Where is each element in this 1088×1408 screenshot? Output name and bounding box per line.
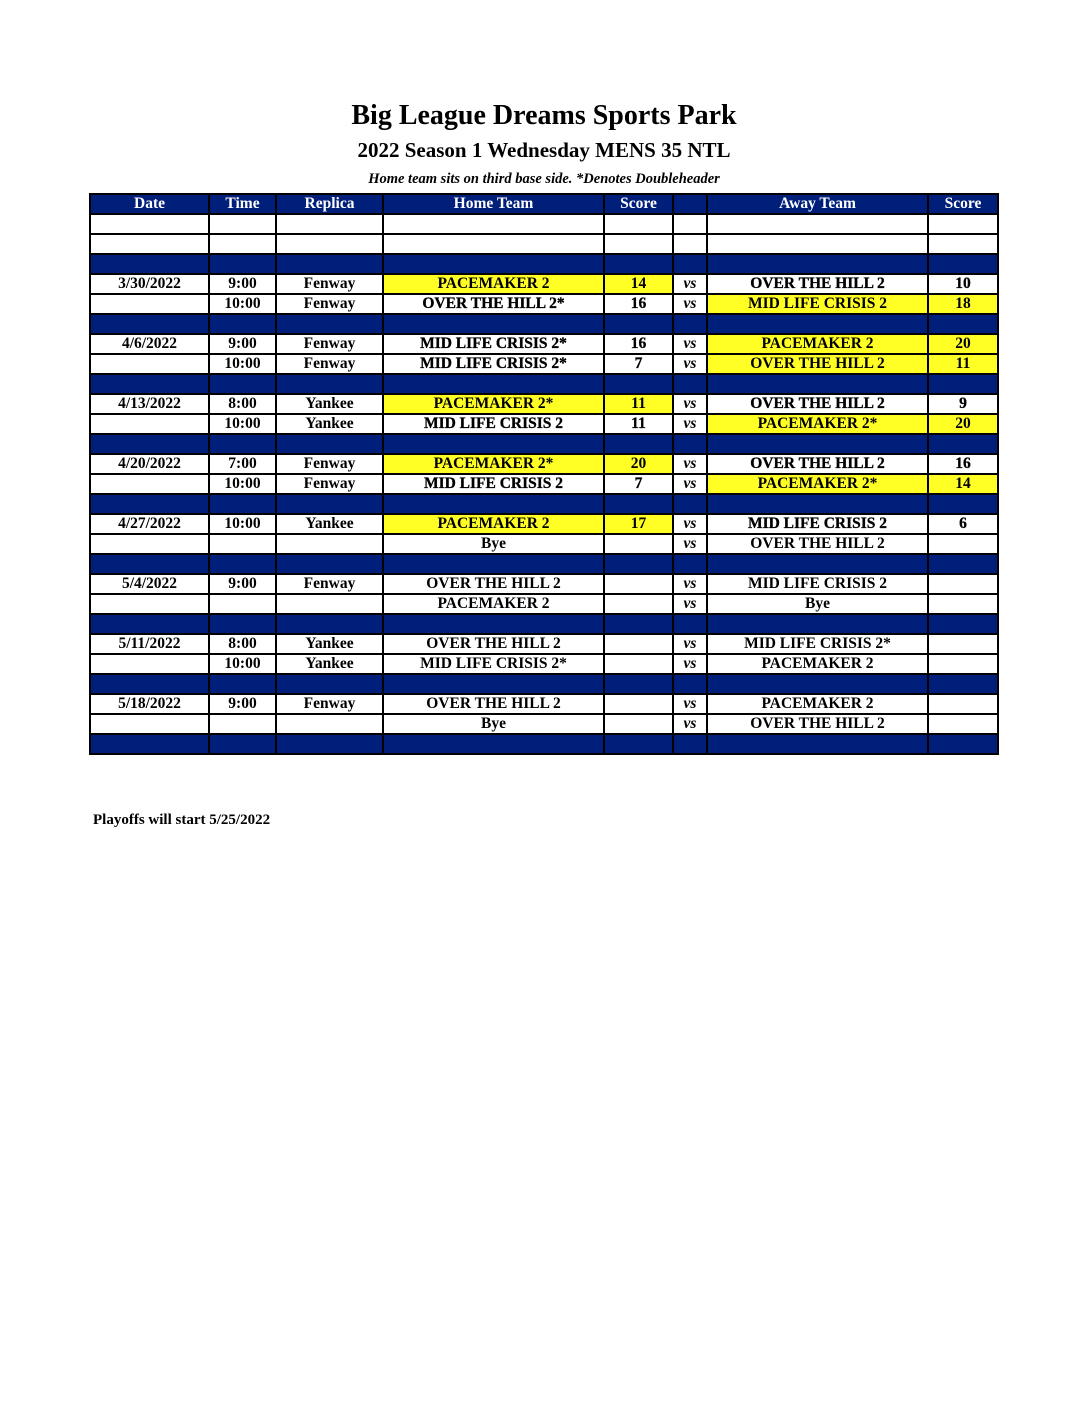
home-score: 17	[604, 514, 673, 534]
away-team: MID LIFE CRISIS 2	[707, 294, 928, 314]
game-row	[90, 414, 998, 434]
game-date: 5/18/2022	[90, 694, 209, 714]
vs-label: vs	[673, 514, 707, 534]
game-replica: Yankee	[276, 514, 383, 534]
home-score: 7	[604, 474, 673, 494]
game-time: 9:00	[209, 334, 276, 354]
separator-row	[90, 554, 998, 574]
away-score	[928, 534, 998, 554]
game-date: 3/30/2022	[90, 274, 209, 294]
home-score: 16	[604, 294, 673, 314]
game-replica	[276, 714, 383, 734]
away-team: MID LIFE CRISIS 2	[707, 514, 928, 534]
away-score: 11	[928, 354, 998, 374]
vs-label: vs	[673, 694, 707, 714]
home-score	[604, 634, 673, 654]
game-replica: Yankee	[276, 634, 383, 654]
away-team: PACEMAKER 2*	[707, 414, 928, 434]
game-date: 5/4/2022	[90, 574, 209, 594]
away-team: PACEMAKER 2	[707, 654, 928, 674]
home-team: OVER THE HILL 2*	[383, 294, 604, 314]
header-row	[90, 194, 998, 214]
col-header-home-score: Score	[604, 194, 673, 214]
away-score: 20	[928, 334, 998, 354]
vs-label: vs	[673, 474, 707, 494]
col-header-away-score: Score	[928, 194, 998, 214]
game-row	[90, 594, 998, 614]
game-date: 4/20/2022	[90, 454, 209, 474]
game-replica: Yankee	[276, 414, 383, 434]
home-score: 16	[604, 334, 673, 354]
game-time: 9:00	[209, 274, 276, 294]
game-date	[90, 414, 209, 434]
away-team: PACEMAKER 2	[707, 694, 928, 714]
away-team: OVER THE HILL 2	[707, 714, 928, 734]
game-replica: Yankee	[276, 394, 383, 414]
game-date	[90, 654, 209, 674]
separator-row	[90, 434, 998, 454]
blank-row	[90, 234, 998, 254]
home-team: Bye	[383, 534, 604, 554]
col-header-vs	[673, 194, 707, 214]
vs-label: vs	[673, 294, 707, 314]
separator-row	[90, 734, 998, 754]
vs-label: vs	[673, 594, 707, 614]
away-score: 6	[928, 514, 998, 534]
away-score	[928, 714, 998, 734]
game-date	[90, 714, 209, 734]
home-team: PACEMAKER 2*	[383, 394, 604, 414]
away-team: OVER THE HILL 2	[707, 394, 928, 414]
game-time: 9:00	[209, 694, 276, 714]
home-team: PACEMAKER 2	[383, 274, 604, 294]
col-header-time: Time	[209, 194, 276, 214]
home-score	[604, 654, 673, 674]
game-time: 8:00	[209, 394, 276, 414]
schedule-body	[90, 214, 998, 754]
vs-label: vs	[673, 654, 707, 674]
away-score: 10	[928, 274, 998, 294]
game-date: 5/11/2022	[90, 634, 209, 654]
home-team: MID LIFE CRISIS 2*	[383, 354, 604, 374]
game-date	[90, 594, 209, 614]
home-team: MID LIFE CRISIS 2	[383, 474, 604, 494]
game-row	[90, 354, 998, 374]
game-row	[90, 514, 998, 534]
vs-label: vs	[673, 634, 707, 654]
blank-row	[90, 214, 998, 234]
game-replica: Fenway	[276, 574, 383, 594]
game-row	[90, 334, 998, 354]
game-row	[90, 454, 998, 474]
game-row	[90, 394, 998, 414]
away-score	[928, 594, 998, 614]
away-score	[928, 654, 998, 674]
col-header-away-team: Away Team	[707, 194, 928, 214]
away-team: MID LIFE CRISIS 2*	[707, 634, 928, 654]
game-time: 7:00	[209, 454, 276, 474]
away-score: 16	[928, 454, 998, 474]
game-time: 8:00	[209, 634, 276, 654]
vs-label: vs	[673, 534, 707, 554]
away-score: 18	[928, 294, 998, 314]
col-header-date: Date	[90, 194, 209, 214]
home-score	[604, 594, 673, 614]
away-score	[928, 634, 998, 654]
home-team: OVER THE HILL 2	[383, 574, 604, 594]
vs-label: vs	[673, 274, 707, 294]
home-score: 14	[604, 274, 673, 294]
vs-label: vs	[673, 354, 707, 374]
home-team: OVER THE HILL 2	[383, 634, 604, 654]
game-date	[90, 354, 209, 374]
game-time: 10:00	[209, 474, 276, 494]
game-replica: Fenway	[276, 474, 383, 494]
game-replica: Fenway	[276, 294, 383, 314]
game-time	[209, 534, 276, 554]
away-team: OVER THE HILL 2	[707, 534, 928, 554]
game-time: 10:00	[209, 654, 276, 674]
game-time: 10:00	[209, 414, 276, 434]
away-team: PACEMAKER 2*	[707, 474, 928, 494]
separator-row	[90, 314, 998, 334]
game-date	[90, 294, 209, 314]
game-time	[209, 714, 276, 734]
vs-label: vs	[673, 454, 707, 474]
game-time: 10:00	[209, 294, 276, 314]
home-team: MID LIFE CRISIS 2*	[383, 334, 604, 354]
home-score	[604, 574, 673, 594]
game-replica: Fenway	[276, 454, 383, 474]
page-title: Big League Dreams Sports Park	[351, 100, 737, 131]
separator-row	[90, 374, 998, 394]
game-replica: Fenway	[276, 334, 383, 354]
game-replica	[276, 534, 383, 554]
game-time: 9:00	[209, 574, 276, 594]
game-row	[90, 294, 998, 314]
game-row	[90, 634, 998, 654]
game-row	[90, 654, 998, 674]
game-date: 4/6/2022	[90, 334, 209, 354]
home-team: PACEMAKER 2	[383, 514, 604, 534]
game-row	[90, 694, 998, 714]
page-subtitle: 2022 Season 1 Wednesday MENS 35 NTL	[357, 138, 731, 162]
col-header-replica: Replica	[276, 194, 383, 214]
vs-label: vs	[673, 334, 707, 354]
game-row	[90, 574, 998, 594]
away-team: OVER THE HILL 2	[707, 454, 928, 474]
home-team: PACEMAKER 2	[383, 594, 604, 614]
game-replica: Fenway	[276, 694, 383, 714]
schedule-table	[89, 193, 999, 755]
separator-row	[90, 254, 998, 274]
game-date	[90, 474, 209, 494]
separator-row	[90, 494, 998, 514]
away-score: 9	[928, 394, 998, 414]
home-team: OVER THE HILL 2	[383, 694, 604, 714]
separator-row	[90, 614, 998, 634]
game-replica: Fenway	[276, 274, 383, 294]
away-score: 14	[928, 474, 998, 494]
game-date: 4/13/2022	[90, 394, 209, 414]
game-date	[90, 534, 209, 554]
home-team: Bye	[383, 714, 604, 734]
game-time: 10:00	[209, 354, 276, 374]
vs-label: vs	[673, 414, 707, 434]
vs-label: vs	[673, 394, 707, 414]
vs-label: vs	[673, 574, 707, 594]
home-score: 11	[604, 394, 673, 414]
away-team: OVER THE HILL 2	[707, 354, 928, 374]
home-team: MID LIFE CRISIS 2	[383, 414, 604, 434]
away-team: PACEMAKER 2	[707, 334, 928, 354]
game-row	[90, 534, 998, 554]
vs-label: vs	[673, 714, 707, 734]
away-score	[928, 694, 998, 714]
home-score: 11	[604, 414, 673, 434]
game-date: 4/27/2022	[90, 514, 209, 534]
game-replica	[276, 594, 383, 614]
home-team: MID LIFE CRISIS 2*	[383, 654, 604, 674]
home-score: 7	[604, 354, 673, 374]
home-team: PACEMAKER 2*	[383, 454, 604, 474]
home-score	[604, 694, 673, 714]
away-score	[928, 574, 998, 594]
game-row	[90, 274, 998, 294]
away-score: 20	[928, 414, 998, 434]
game-row	[90, 714, 998, 734]
home-score	[604, 534, 673, 554]
col-header-home-team: Home Team	[383, 194, 604, 214]
game-time	[209, 594, 276, 614]
page-note: Home team sits on third base side. *Denotes Doubleheader	[368, 171, 720, 187]
game-replica: Fenway	[276, 354, 383, 374]
playoffs-note: Playoffs will start 5/25/2022	[93, 812, 271, 828]
away-team: Bye	[707, 594, 928, 614]
game-replica: Yankee	[276, 654, 383, 674]
game-time: 10:00	[209, 514, 276, 534]
away-team: OVER THE HILL 2	[707, 274, 928, 294]
separator-row	[90, 674, 998, 694]
home-score: 20	[604, 454, 673, 474]
home-score	[604, 714, 673, 734]
game-row	[90, 474, 998, 494]
away-team: MID LIFE CRISIS 2	[707, 574, 928, 594]
